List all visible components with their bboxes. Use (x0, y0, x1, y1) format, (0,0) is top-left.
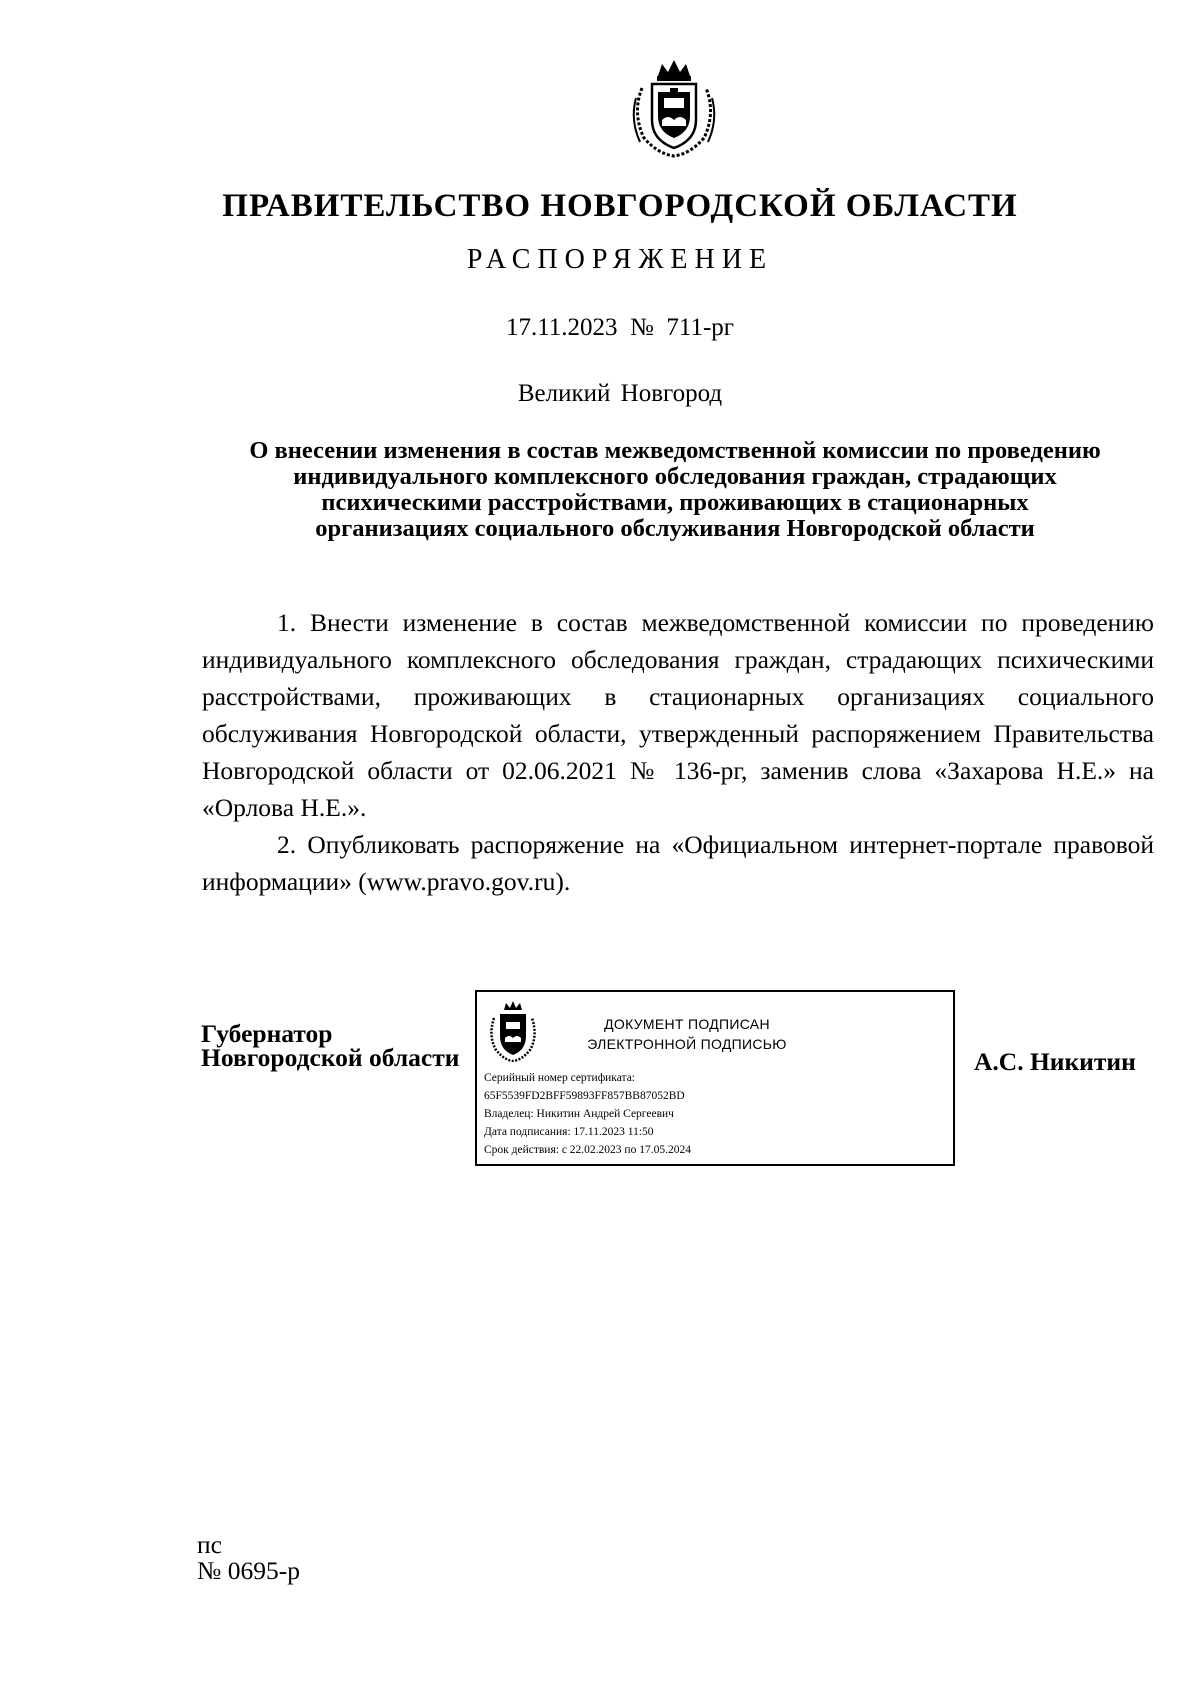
stamp-cert-serial: 65F5539FD2BFF59893FF857BB87052BD (484, 1090, 685, 1102)
subject-line: организациях социального обслуживания Новгородской области (315, 515, 1035, 542)
stamp-heading (557, 1014, 817, 1054)
footer-number: № 0695-р (197, 1556, 300, 1585)
stamp-signed-date: Дата подписания: 17.11.2023 11:50 (484, 1126, 654, 1138)
stamp-heading-line: ДОКУМЕНТ ПОДПИСАН (604, 1016, 770, 1032)
footer-prefix: пс (197, 1530, 222, 1559)
document-city: Великий Новгород (517, 380, 723, 407)
stamp-validity: Срок действия: с 22.02.2023 по 17.05.2024 (484, 1144, 691, 1156)
subject-line: индивидуального комплексного обследования граждан, страдающих (293, 463, 1057, 490)
signer-title-line: Новгородской области (201, 1043, 460, 1072)
subject-line: О внесении изменения в состав межведомственной комиссии по проведению (249, 437, 1101, 464)
coat-of-arms-icon (628, 58, 720, 158)
stamp-cert-label: Серийный номер сертификата: (484, 1072, 635, 1084)
signer-name: А.С. Никитин (974, 1047, 1136, 1076)
stamp-details (484, 1069, 691, 1159)
document-body (202, 604, 1154, 900)
subject-line: психическими расстройствами, проживающих в стационарных (321, 489, 1029, 516)
organization-title: ПРАВИТЕЛЬСТВО НОВГОРОДСКОЙ ОБЛАСТИ (222, 188, 1018, 224)
signer-title (201, 1019, 460, 1072)
document-subject (196, 438, 1154, 542)
coat-of-arms-icon (486, 1000, 540, 1062)
electronic-signature-stamp (475, 990, 955, 1166)
body-paragraph-1: 1. Внести изменение в состав межведомственной комиссии по проведению индивидуального комплексного обследования граждан, страдающих психическими расстройствами, проживающих в стационарных организациях социального обслуживания Новгородской области, утвержденный распоряжением Правительства Новгородской области от 02.06.2021 № 136-рг, заменив слова «Захарова Н.Е.» на «Орлова Н.Е.». (202, 608, 1154, 822)
footer-code (197, 1532, 300, 1584)
stamp-owner: Владелец: Никитин Андрей Сергеевич (484, 1108, 674, 1120)
stamp-heading-line: ЭЛЕКТРОННОЙ ПОДПИСЬЮ (587, 1036, 787, 1052)
document-date-number: 17.11.2023 № 711-рг (505, 314, 735, 341)
body-paragraph-2: 2. Опубликовать распоряжение на «Официальном интернет-портале правовой информации» (www.pravo.gov.ru). (202, 830, 1154, 896)
signer-title-line: Губернатор (201, 1019, 333, 1048)
document-kind: РАСПОРЯЖЕНИЕ (466, 244, 774, 275)
